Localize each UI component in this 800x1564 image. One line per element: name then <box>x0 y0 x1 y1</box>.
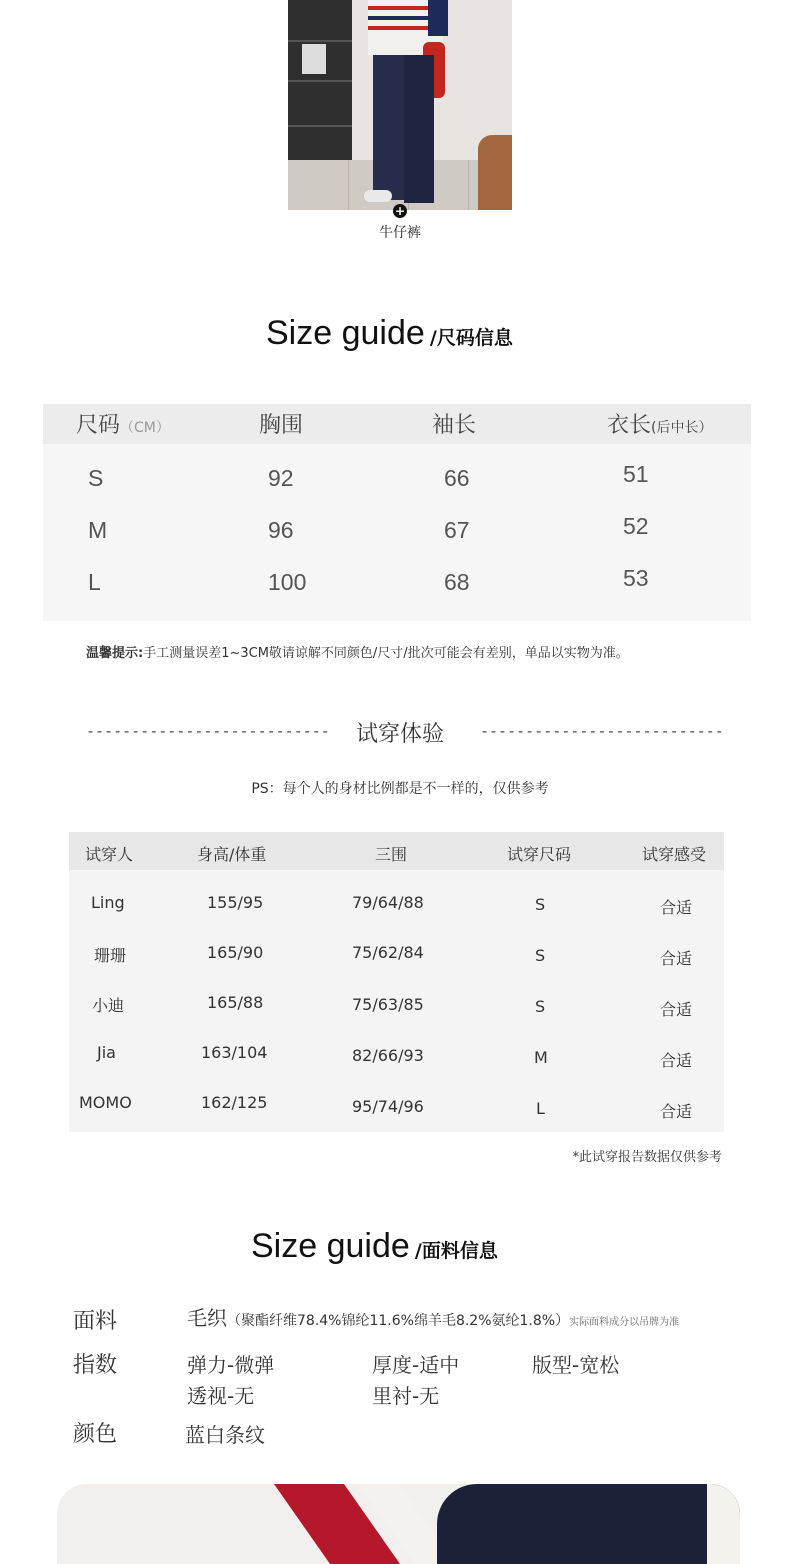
knit-white-edge <box>707 1484 740 1564</box>
size-header-size-label: 尺码 <box>76 413 121 438</box>
size-header-chest: 胸围 <box>259 413 304 438</box>
size-header-size <box>76 408 170 439</box>
fabric-guide-title: Size guide <box>251 1227 410 1265</box>
tryon-height-weight: 163/104 <box>201 1043 268 1062</box>
tryon-person: 小迪 <box>92 996 125 1015</box>
index-label: 指数 <box>73 1353 118 1378</box>
tryon-size: S <box>535 946 546 965</box>
size-header-unit: （CM） <box>120 420 170 436</box>
tryon-feel: 合适 <box>660 1051 693 1070</box>
size-header-length <box>607 408 712 439</box>
material-value: 毛织 <box>187 1306 227 1330</box>
color-label: 颜色 <box>73 1422 118 1447</box>
tryon-header-height-weight: 身高/体重 <box>197 845 267 864</box>
floor-tile <box>468 160 469 210</box>
size-guide-subtitle: /尺码信息 <box>429 327 513 349</box>
photo-jeans-left <box>373 55 407 200</box>
tryon-height-weight: 162/125 <box>201 1093 268 1112</box>
chest-cell: 92 <box>268 465 294 491</box>
tryon-person: MOMO <box>79 1093 132 1112</box>
divider-dashes-left: --------------------------- <box>86 722 330 740</box>
size-cell: M <box>88 517 108 543</box>
fit-value: 版型-宽松 <box>532 1353 620 1377</box>
tryon-title: 试穿体验 <box>355 722 444 747</box>
sleeve-cell: 68 <box>444 569 470 595</box>
size-guide-title: Size guide <box>266 314 425 352</box>
material-note: 实际面料成分以吊牌为准 <box>569 1317 680 1328</box>
tryon-measurements: 75/62/84 <box>352 943 424 962</box>
tryon-person: Ling <box>91 893 125 912</box>
tryon-feel: 合适 <box>660 1000 693 1019</box>
tryon-height-weight: 165/90 <box>207 943 264 962</box>
material-detail: （聚酯纤维78.4%锦纶11.6%绵羊毛8.2%氨纶1.8%） <box>227 1313 570 1329</box>
tryon-header-feel: 试穿感受 <box>642 845 707 864</box>
color-value: 蓝白条纹 <box>185 1423 265 1447</box>
size-guide-heading <box>266 314 513 353</box>
fabric-heading <box>251 1227 498 1266</box>
photo-stool <box>478 135 512 210</box>
size-header-sleeve: 袖长 <box>432 413 477 438</box>
plus-icon[interactable]: + <box>394 204 406 218</box>
size-cell: L <box>88 569 101 595</box>
shelf-line <box>288 40 352 42</box>
sleeve-cell: 67 <box>444 517 470 543</box>
length-cell: 51 <box>623 461 649 487</box>
tryon-table <box>69 832 724 1132</box>
transparency-value: 透视-无 <box>187 1384 255 1408</box>
size-tip <box>86 642 629 661</box>
tryon-note: *此试穿报告数据仅供参考 <box>572 1150 722 1165</box>
chest-cell: 100 <box>268 569 307 595</box>
tryon-person: Jia <box>97 1043 116 1062</box>
lining-value: 里衬-无 <box>372 1384 440 1408</box>
tryon-header-person: 试穿人 <box>85 845 134 864</box>
divider-dashes-right: --------------------------- <box>480 722 724 740</box>
tryon-feel: 合适 <box>660 949 693 968</box>
length-cell: 52 <box>623 513 649 539</box>
product-photo <box>288 0 512 210</box>
knit-closeup-image <box>57 1484 740 1564</box>
fabric-guide-subtitle: /面料信息 <box>414 1240 498 1262</box>
floor-tile <box>348 160 349 210</box>
tryon-measurements: 95/74/96 <box>352 1097 424 1116</box>
tryon-measurements: 75/63/85 <box>352 995 424 1014</box>
photo-shoe <box>364 190 392 202</box>
shelf-line <box>288 80 352 82</box>
tip-label: 温馨提示: <box>86 646 144 661</box>
photo-arm <box>428 0 448 36</box>
size-header-length-note: (后中长） <box>651 420 713 436</box>
tryon-size: S <box>535 997 546 1016</box>
tryon-feel: 合适 <box>660 898 693 917</box>
material-label: 面料 <box>73 1309 118 1334</box>
tryon-height-weight: 165/88 <box>207 993 264 1012</box>
knit-navy-band <box>437 1484 740 1564</box>
length-cell: 53 <box>623 565 649 591</box>
tryon-size: L <box>536 1099 545 1118</box>
thickness-value: 厚度-适中 <box>372 1353 460 1377</box>
tryon-header-measurements: 三围 <box>375 845 408 864</box>
tip-text: 手工测量误差1~3CM敬请谅解不同颜色/尺寸/批次可能会有差别，单品以实物为准。 <box>143 646 629 661</box>
tryon-size: M <box>534 1048 548 1067</box>
tryon-size: S <box>535 895 546 914</box>
tryon-feel: 合适 <box>660 1102 693 1121</box>
tryon-measurements: 79/64/88 <box>352 893 424 912</box>
material-row <box>187 1302 679 1331</box>
photo-jeans-right <box>404 55 434 203</box>
size-cell: S <box>88 465 104 491</box>
size-header-length-label: 衣长 <box>607 413 652 438</box>
tryon-ps: PS：每个人的身材比例都是不一样的，仅供参考 <box>251 781 549 797</box>
chest-cell: 96 <box>268 517 294 543</box>
photo-caption: 牛仔裤 <box>379 225 421 241</box>
tryon-measurements: 82/66/93 <box>352 1046 424 1065</box>
tryon-person: 珊珊 <box>94 946 127 965</box>
tryon-header-size: 试穿尺码 <box>507 845 572 864</box>
shelf-line <box>288 125 352 127</box>
tryon-height-weight: 155/95 <box>207 893 264 912</box>
sleeve-cell: 66 <box>444 465 470 491</box>
elasticity-value: 弹力-微弹 <box>187 1353 275 1377</box>
shelf-book <box>302 44 326 74</box>
